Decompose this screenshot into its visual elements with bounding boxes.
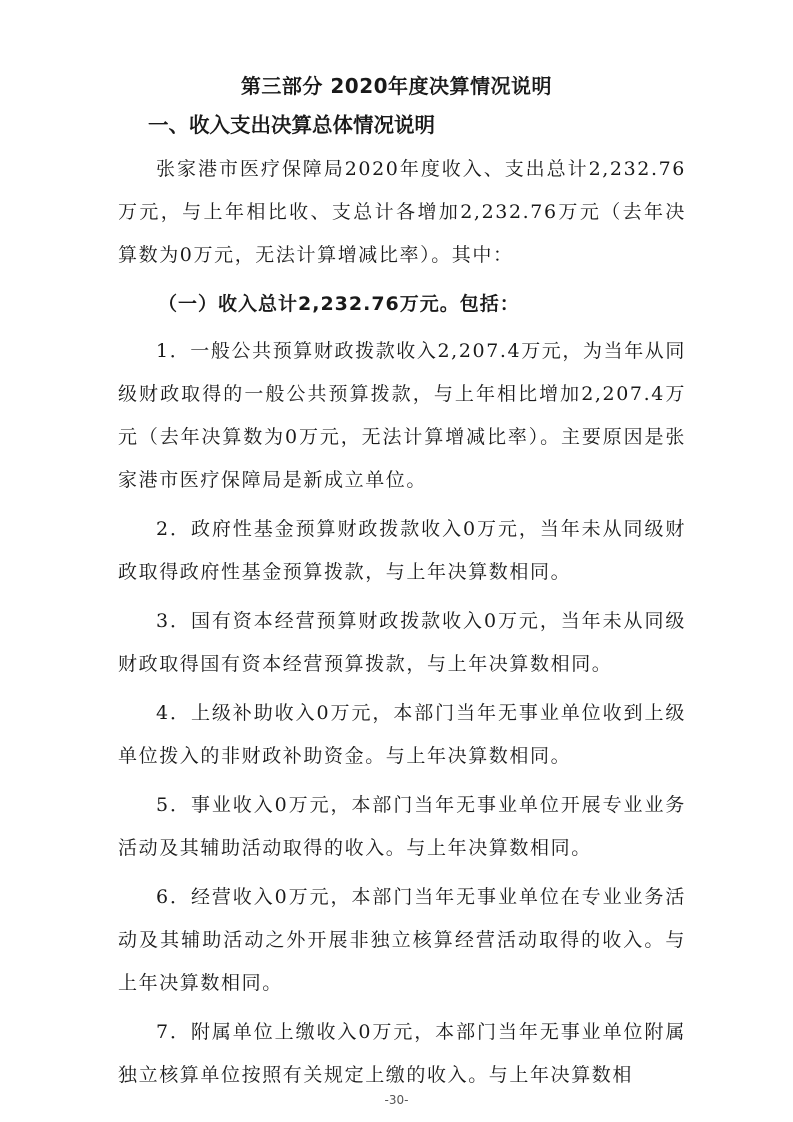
section-heading: 一、收入支出决算总体情况说明 (148, 113, 435, 137)
document-body (118, 148, 686, 1103)
paragraph-summary: 张家港市医疗保障局2020年度收入、支出总计2,232.76万元，与上年相比收、支总计各增加2,232.76万元（去年决算数为0万元，无法计算增减比率）。其中： (118, 158, 686, 266)
paragraph-item-2: 2．政府性基金预算财政拨款收入0万元，当年未从同级财政取得政府性基金预算拨款，与上年决算数相同。 (118, 518, 686, 583)
document-title: 第三部分 2020年度决算情况说明 (240, 74, 553, 98)
paragraph-item-6: 6．经营收入0万元，本部门当年无事业单位在专业业务活动及其辅助活动之外开展非独立核算经营活动取得的收入。与上年决算数相同。 (118, 886, 686, 994)
paragraph-item-1: 1．一般公共预算财政拨款收入2,207.4万元，为当年从同级财政取得的一般公共预算拨款，与上年相比增加2,207.4万元（去年决算数为0万元，无法计算增减比率）。主要原因是张家港市医疗保障局是新成立单位。 (118, 340, 687, 491)
paragraph-item-3: 3．国有资本经营预算财政拨款收入0万元，当年未从同级财政取得国有资本经营预算拨款，与上年决算数相同。 (118, 610, 686, 675)
page-number: -30- (384, 1093, 409, 1107)
paragraph-item-5: 5．事业收入0万元，本部门当年无事业单位开展专业业务活动及其辅助活动取得的收入。与上年决算数相同。 (118, 794, 686, 859)
subheading-income-total: （一）收入总计2,232.76万元。包括： (158, 293, 520, 315)
paragraph-item-4: 4．上级补助收入0万元，本部门当年无事业单位收到上级单位拨入的非财政补助资金。与上年决算数相同。 (118, 702, 686, 767)
paragraph-item-7: 7．附属单位上缴收入0万元，本部门当年无事业单位附属独立核算单位按照有关规定上缴的收入。与上年决算数相 (118, 1021, 686, 1086)
